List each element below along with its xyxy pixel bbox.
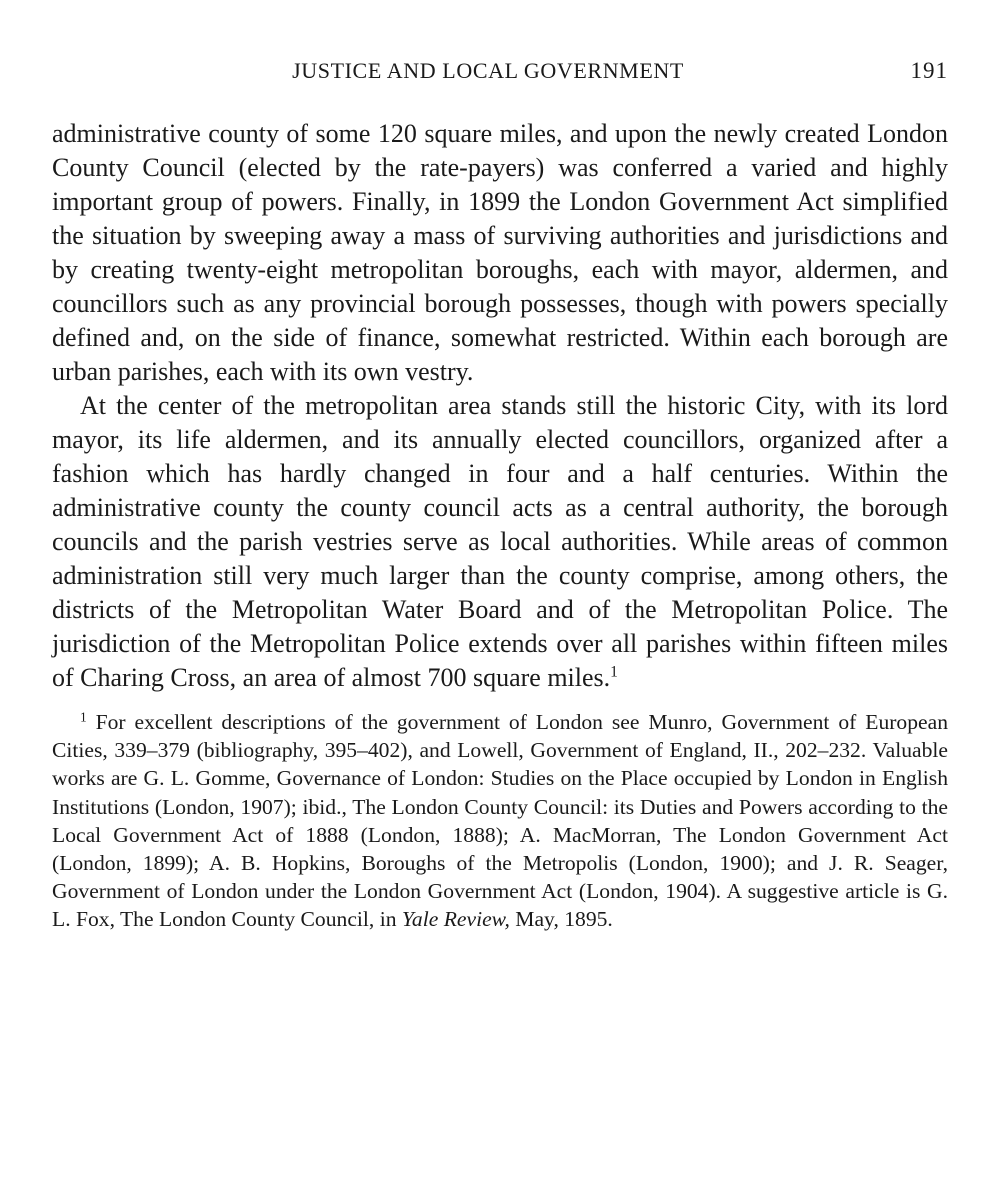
footnote-marker: 1 bbox=[80, 709, 87, 725]
running-title: JUSTICE AND LOCAL GOVERNMENT bbox=[292, 58, 684, 83]
paragraph bbox=[52, 117, 948, 389]
footnote-reference: 1 bbox=[610, 663, 618, 681]
paragraph-text: administrative county of some 120 square miles, and upon the newly created London County Council (elected by the rate-payers) was conferred a varied and highly important group of powers. Finally, in 1899 the London Government Act simplified the situation by sweeping away a mass of surviving authorities and jurisdictions and by creating twenty-eight metropolitan boroughs, each with mayor, aldermen, and councillors such as any provincial borough possesses, though with powers specially defined and, on the side of finance, somewhat restricted. Within each borough are urban parishes, each with its own vestry. bbox=[52, 119, 948, 386]
running-head bbox=[52, 54, 948, 88]
paragraph-text: At the center of the metropolitan area stands still the historic City, with its lord mayor, its life aldermen, and its annually elected councillors, organized after a fashion which has hardly changed in four and a half centuries. Within the administrative county the county council acts as a central authority, the borough councils and the parish vestries serve as local authorities. While areas of common administration still very much larger than the county comprise, among others, the districts of the Metropolitan Water Board and of the Metropolitan Police. The jurisdiction of the Metropolitan Police extends over all parishes within fifteen miles of Charing Cross, an area of almost 700 square miles. bbox=[52, 391, 948, 692]
body-text bbox=[52, 117, 948, 695]
footnote-text: For excellent descriptions of the government of London see Munro, Government of European Cities, 339–379 (bibliography, 395–402), and Lowell, Government of England, II., 202–232. Valuable works are G. L. Gomme, Governance of London: Studies on the Place occupied by London in English Institutions (London, 1907); ibid., The London County Council: its Duties and Powers according to the Local Government Act of 1888 (London, 1888); A. MacMorran, The London Government Act (London, 1899); A. B. Hopkins, Boroughs of the Metropolis (London, 1900); and J. R. Seager, Government of London under the London Government Act (London, 1904). A suggestive article is G. L. Fox, The London County Council, in bbox=[52, 710, 948, 932]
footnote-text-end: May, 1895. bbox=[515, 907, 613, 932]
footnotes bbox=[52, 708, 948, 934]
journal-title: Yale Review, bbox=[401, 907, 510, 932]
page-number: 191 bbox=[910, 58, 948, 83]
footnote bbox=[52, 708, 948, 934]
book-page bbox=[52, 54, 948, 934]
paragraph bbox=[52, 389, 948, 695]
